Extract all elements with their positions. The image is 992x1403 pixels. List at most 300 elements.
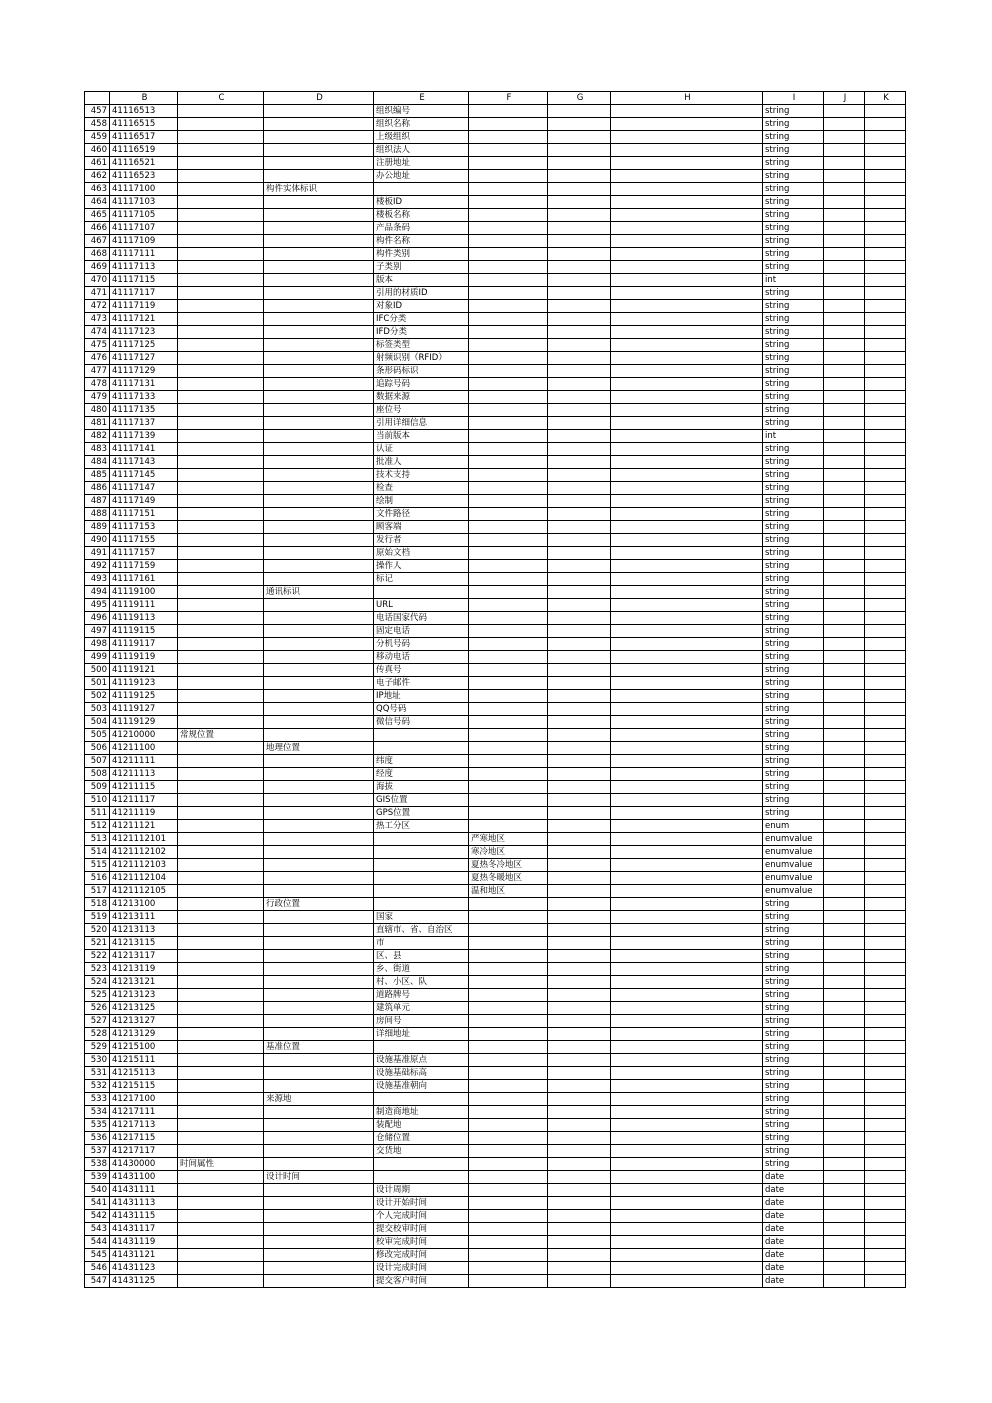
cell[interactable] — [865, 144, 906, 157]
cell[interactable] — [548, 911, 611, 924]
cell[interactable] — [374, 742, 469, 755]
cell[interactable] — [865, 911, 906, 924]
cell[interactable]: string — [763, 664, 824, 677]
cell[interactable]: string — [763, 1041, 824, 1054]
cell[interactable]: 认证 — [374, 443, 469, 456]
cell[interactable] — [469, 781, 548, 794]
cell[interactable] — [548, 482, 611, 495]
row-number[interactable]: 471 — [85, 287, 110, 300]
cell[interactable]: 组织名称 — [374, 118, 469, 131]
cell[interactable] — [611, 885, 763, 898]
cell[interactable] — [264, 521, 374, 534]
cell[interactable] — [548, 794, 611, 807]
cell[interactable] — [469, 911, 548, 924]
row-number[interactable]: 500 — [85, 664, 110, 677]
cell[interactable] — [264, 937, 374, 950]
cell[interactable] — [469, 820, 548, 833]
cell[interactable]: string — [763, 677, 824, 690]
cell[interactable] — [178, 339, 264, 352]
cell[interactable] — [548, 937, 611, 950]
cell[interactable] — [611, 300, 763, 313]
cell[interactable] — [548, 1106, 611, 1119]
cell[interactable]: string — [763, 209, 824, 222]
cell[interactable] — [469, 495, 548, 508]
cell[interactable] — [865, 547, 906, 560]
cell[interactable]: 41119125 — [110, 690, 178, 703]
cell[interactable] — [264, 404, 374, 417]
cell[interactable] — [264, 1210, 374, 1223]
cell[interactable]: 注册地址 — [374, 157, 469, 170]
cell[interactable] — [865, 833, 906, 846]
cell[interactable] — [178, 1054, 264, 1067]
cell[interactable] — [611, 469, 763, 482]
cell[interactable] — [469, 1015, 548, 1028]
cell[interactable] — [548, 456, 611, 469]
cell[interactable]: 41211117 — [110, 794, 178, 807]
cell[interactable] — [178, 196, 264, 209]
cell[interactable] — [824, 1106, 865, 1119]
cell[interactable]: 41117113 — [110, 261, 178, 274]
cell[interactable] — [178, 1262, 264, 1275]
row-number[interactable]: 531 — [85, 1067, 110, 1080]
cell[interactable] — [611, 378, 763, 391]
cell[interactable] — [611, 235, 763, 248]
cell[interactable] — [865, 586, 906, 599]
cell[interactable]: 组织法人 — [374, 144, 469, 157]
cell[interactable] — [865, 937, 906, 950]
cell[interactable] — [611, 1119, 763, 1132]
cell[interactable] — [469, 976, 548, 989]
cell[interactable] — [865, 1197, 906, 1210]
cell[interactable]: string — [763, 378, 824, 391]
row-number[interactable]: 494 — [85, 586, 110, 599]
cell[interactable]: 4121112104 — [110, 872, 178, 885]
cell[interactable] — [178, 508, 264, 521]
cell[interactable] — [611, 716, 763, 729]
cell[interactable] — [824, 872, 865, 885]
cell[interactable] — [824, 404, 865, 417]
cell[interactable] — [264, 664, 374, 677]
cell[interactable] — [548, 859, 611, 872]
cell[interactable] — [178, 742, 264, 755]
cell[interactable]: 4121112102 — [110, 846, 178, 859]
cell[interactable] — [824, 105, 865, 118]
cell[interactable]: 子类别 — [374, 261, 469, 274]
cell[interactable] — [865, 1119, 906, 1132]
cell[interactable]: 41117119 — [110, 300, 178, 313]
cell[interactable] — [548, 1197, 611, 1210]
cell[interactable] — [824, 846, 865, 859]
column-header[interactable]: F — [469, 92, 548, 105]
row-number[interactable]: 547 — [85, 1275, 110, 1288]
cell[interactable] — [469, 560, 548, 573]
cell[interactable] — [611, 1145, 763, 1158]
cell[interactable]: enum — [763, 820, 824, 833]
cell[interactable] — [178, 1080, 264, 1093]
cell[interactable]: 设施基础标高 — [374, 1067, 469, 1080]
cell[interactable]: 原始文档 — [374, 547, 469, 560]
cell[interactable] — [264, 950, 374, 963]
cell[interactable]: date — [763, 1249, 824, 1262]
cell[interactable] — [548, 1002, 611, 1015]
cell[interactable] — [865, 469, 906, 482]
cell[interactable]: string — [763, 495, 824, 508]
cell[interactable] — [865, 1106, 906, 1119]
cell[interactable]: 建筑单元 — [374, 1002, 469, 1015]
cell[interactable] — [469, 573, 548, 586]
cell[interactable]: string — [763, 794, 824, 807]
cell[interactable] — [178, 1067, 264, 1080]
cell[interactable] — [824, 508, 865, 521]
row-number[interactable]: 515 — [85, 859, 110, 872]
row-number[interactable]: 458 — [85, 118, 110, 131]
cell[interactable]: 41117115 — [110, 274, 178, 287]
cell[interactable]: string — [763, 807, 824, 820]
cell[interactable] — [611, 807, 763, 820]
cell[interactable] — [824, 261, 865, 274]
cell[interactable]: 当前版本 — [374, 430, 469, 443]
cell[interactable] — [548, 1223, 611, 1236]
cell[interactable] — [264, 196, 374, 209]
cell[interactable] — [264, 1236, 374, 1249]
cell[interactable]: 41213113 — [110, 924, 178, 937]
row-number[interactable]: 502 — [85, 690, 110, 703]
cell[interactable] — [264, 482, 374, 495]
cell[interactable] — [611, 105, 763, 118]
cell[interactable] — [611, 1028, 763, 1041]
cell[interactable]: 寒冷地区 — [469, 846, 548, 859]
cell[interactable] — [178, 1041, 264, 1054]
row-number[interactable]: 503 — [85, 703, 110, 716]
cell[interactable] — [611, 664, 763, 677]
cell[interactable] — [264, 365, 374, 378]
cell[interactable] — [548, 287, 611, 300]
cell[interactable] — [178, 404, 264, 417]
cell[interactable]: 41213117 — [110, 950, 178, 963]
cell[interactable]: 引用的材质ID — [374, 287, 469, 300]
row-number[interactable]: 499 — [85, 651, 110, 664]
row-number[interactable]: 497 — [85, 625, 110, 638]
cell[interactable] — [178, 651, 264, 664]
cell[interactable] — [865, 1015, 906, 1028]
cell[interactable] — [548, 248, 611, 261]
cell[interactable]: string — [763, 950, 824, 963]
cell[interactable] — [611, 508, 763, 521]
cell[interactable]: 41117117 — [110, 287, 178, 300]
cell[interactable] — [824, 1119, 865, 1132]
cell[interactable] — [374, 183, 469, 196]
cell[interactable] — [824, 898, 865, 911]
cell[interactable] — [264, 300, 374, 313]
cell[interactable]: 制造商地址 — [374, 1106, 469, 1119]
cell[interactable] — [178, 716, 264, 729]
row-number[interactable]: 518 — [85, 898, 110, 911]
cell[interactable] — [865, 521, 906, 534]
cell[interactable] — [374, 885, 469, 898]
cell[interactable] — [824, 196, 865, 209]
cell[interactable]: 41211100 — [110, 742, 178, 755]
cell[interactable] — [548, 612, 611, 625]
row-number[interactable]: 467 — [85, 235, 110, 248]
cell[interactable] — [178, 430, 264, 443]
cell[interactable] — [824, 222, 865, 235]
cell[interactable] — [178, 1119, 264, 1132]
cell[interactable] — [865, 287, 906, 300]
cell[interactable] — [611, 651, 763, 664]
cell[interactable]: 41211121 — [110, 820, 178, 833]
cell[interactable]: 41431115 — [110, 1210, 178, 1223]
row-number[interactable]: 462 — [85, 170, 110, 183]
row-number[interactable]: 474 — [85, 326, 110, 339]
cell[interactable]: 楼板ID — [374, 196, 469, 209]
cell[interactable] — [865, 131, 906, 144]
cell[interactable] — [548, 1067, 611, 1080]
cell[interactable] — [469, 313, 548, 326]
cell[interactable] — [548, 781, 611, 794]
cell[interactable]: 41213121 — [110, 976, 178, 989]
cell[interactable] — [824, 1002, 865, 1015]
cell[interactable] — [469, 456, 548, 469]
cell[interactable] — [469, 287, 548, 300]
cell[interactable] — [264, 1158, 374, 1171]
row-number[interactable]: 495 — [85, 599, 110, 612]
cell[interactable] — [178, 378, 264, 391]
cell[interactable]: string — [763, 1158, 824, 1171]
row-number[interactable]: 498 — [85, 638, 110, 651]
cell[interactable] — [611, 1184, 763, 1197]
cell[interactable] — [178, 1132, 264, 1145]
cell[interactable]: 41119119 — [110, 651, 178, 664]
cell[interactable]: string — [763, 976, 824, 989]
cell[interactable] — [469, 105, 548, 118]
cell[interactable]: string — [763, 703, 824, 716]
row-number[interactable]: 487 — [85, 495, 110, 508]
cell[interactable]: string — [763, 404, 824, 417]
cell[interactable] — [865, 859, 906, 872]
cell[interactable] — [469, 768, 548, 781]
cell[interactable] — [469, 1106, 548, 1119]
cell[interactable] — [469, 209, 548, 222]
cell[interactable] — [865, 209, 906, 222]
cell[interactable] — [824, 1054, 865, 1067]
cell[interactable] — [469, 443, 548, 456]
cell[interactable] — [469, 1184, 548, 1197]
cell[interactable] — [865, 196, 906, 209]
cell[interactable] — [178, 105, 264, 118]
cell[interactable] — [469, 222, 548, 235]
cell[interactable] — [178, 417, 264, 430]
cell[interactable] — [824, 638, 865, 651]
cell[interactable] — [548, 430, 611, 443]
cell[interactable] — [611, 768, 763, 781]
cell[interactable] — [264, 443, 374, 456]
cell[interactable]: 41213127 — [110, 1015, 178, 1028]
cell[interactable] — [824, 1171, 865, 1184]
cell[interactable] — [548, 404, 611, 417]
cell[interactable] — [865, 716, 906, 729]
row-number[interactable]: 538 — [85, 1158, 110, 1171]
cell[interactable] — [264, 781, 374, 794]
cell[interactable] — [824, 768, 865, 781]
cell[interactable]: string — [763, 443, 824, 456]
cell[interactable]: string — [763, 326, 824, 339]
cell[interactable] — [865, 300, 906, 313]
cell[interactable] — [824, 1015, 865, 1028]
cell[interactable]: 41119111 — [110, 599, 178, 612]
cell[interactable] — [469, 482, 548, 495]
row-number[interactable]: 526 — [85, 1002, 110, 1015]
cell[interactable] — [469, 937, 548, 950]
cell[interactable]: 41213123 — [110, 989, 178, 1002]
cell[interactable] — [548, 365, 611, 378]
cell[interactable] — [178, 456, 264, 469]
cell[interactable]: 41213125 — [110, 1002, 178, 1015]
cell[interactable]: 41431119 — [110, 1236, 178, 1249]
cell[interactable] — [264, 599, 374, 612]
cell[interactable] — [824, 690, 865, 703]
cell[interactable] — [865, 1145, 906, 1158]
cell[interactable]: 4121112105 — [110, 885, 178, 898]
row-number[interactable]: 527 — [85, 1015, 110, 1028]
cell[interactable]: 41431123 — [110, 1262, 178, 1275]
cell[interactable] — [548, 495, 611, 508]
cell[interactable] — [824, 339, 865, 352]
row-number[interactable]: 525 — [85, 989, 110, 1002]
cell[interactable] — [865, 950, 906, 963]
cell[interactable]: 41117133 — [110, 391, 178, 404]
cell[interactable]: string — [763, 118, 824, 131]
cell[interactable] — [548, 703, 611, 716]
cell[interactable] — [178, 313, 264, 326]
cell[interactable] — [865, 222, 906, 235]
cell[interactable] — [824, 313, 865, 326]
cell[interactable]: 41117139 — [110, 430, 178, 443]
cell[interactable] — [264, 1119, 374, 1132]
cell[interactable] — [865, 989, 906, 1002]
cell[interactable] — [178, 118, 264, 131]
cell[interactable]: 射频识别（RFID） — [374, 352, 469, 365]
cell[interactable] — [548, 716, 611, 729]
cell[interactable] — [824, 911, 865, 924]
row-number[interactable]: 460 — [85, 144, 110, 157]
cell[interactable] — [178, 365, 264, 378]
cell[interactable]: string — [763, 963, 824, 976]
cell[interactable] — [611, 612, 763, 625]
cell[interactable] — [548, 599, 611, 612]
cell[interactable] — [548, 573, 611, 586]
cell[interactable] — [178, 157, 264, 170]
cell[interactable]: 41117121 — [110, 313, 178, 326]
cell[interactable]: 提交客户时间 — [374, 1275, 469, 1288]
cell[interactable]: 41213115 — [110, 937, 178, 950]
cell[interactable]: string — [763, 755, 824, 768]
row-number[interactable]: 459 — [85, 131, 110, 144]
cell[interactable]: string — [763, 898, 824, 911]
cell[interactable]: 设施基准原点 — [374, 1054, 469, 1067]
cell[interactable] — [178, 885, 264, 898]
cell[interactable]: string — [763, 690, 824, 703]
cell[interactable] — [264, 131, 374, 144]
cell[interactable] — [824, 989, 865, 1002]
cell[interactable] — [824, 742, 865, 755]
cell[interactable]: 基准位置 — [264, 1041, 374, 1054]
cell[interactable] — [264, 989, 374, 1002]
cell[interactable] — [264, 911, 374, 924]
cell[interactable] — [611, 170, 763, 183]
cell[interactable] — [824, 1132, 865, 1145]
cell[interactable] — [469, 1067, 548, 1080]
cell[interactable] — [548, 1158, 611, 1171]
cell[interactable]: 41116523 — [110, 170, 178, 183]
cell[interactable] — [178, 859, 264, 872]
cell[interactable]: string — [763, 729, 824, 742]
cell[interactable] — [865, 1028, 906, 1041]
cell[interactable] — [548, 105, 611, 118]
cell[interactable] — [178, 768, 264, 781]
cell[interactable] — [264, 651, 374, 664]
cell[interactable] — [824, 209, 865, 222]
cell[interactable] — [548, 729, 611, 742]
cell[interactable]: string — [763, 339, 824, 352]
cell[interactable] — [824, 612, 865, 625]
cell[interactable] — [178, 209, 264, 222]
cell[interactable] — [865, 638, 906, 651]
cell[interactable] — [548, 300, 611, 313]
cell[interactable] — [611, 352, 763, 365]
cell[interactable] — [548, 846, 611, 859]
cell[interactable]: IP地址 — [374, 690, 469, 703]
cell[interactable] — [374, 1093, 469, 1106]
cell[interactable] — [469, 1028, 548, 1041]
cell[interactable] — [469, 924, 548, 937]
cell[interactable]: string — [763, 1015, 824, 1028]
row-number[interactable]: 507 — [85, 755, 110, 768]
cell[interactable]: 文件路径 — [374, 508, 469, 521]
cell[interactable]: 41117153 — [110, 521, 178, 534]
cell[interactable]: GIS位置 — [374, 794, 469, 807]
cell[interactable] — [824, 547, 865, 560]
cell[interactable] — [469, 1223, 548, 1236]
cell[interactable]: 严寒地区 — [469, 833, 548, 846]
cell[interactable] — [264, 1080, 374, 1093]
cell[interactable] — [548, 755, 611, 768]
cell[interactable] — [865, 105, 906, 118]
cell[interactable] — [824, 651, 865, 664]
cell[interactable] — [178, 989, 264, 1002]
cell[interactable]: string — [763, 482, 824, 495]
cell[interactable] — [264, 872, 374, 885]
cell[interactable] — [264, 326, 374, 339]
cell[interactable] — [611, 1054, 763, 1067]
cell[interactable] — [469, 170, 548, 183]
cell[interactable]: 41117131 — [110, 378, 178, 391]
cell[interactable]: 常规位置 — [178, 729, 264, 742]
cell[interactable] — [548, 1080, 611, 1093]
cell[interactable] — [824, 924, 865, 937]
cell[interactable] — [374, 846, 469, 859]
cell[interactable] — [824, 716, 865, 729]
row-number[interactable]: 479 — [85, 391, 110, 404]
cell[interactable] — [611, 586, 763, 599]
cell[interactable] — [865, 378, 906, 391]
cell[interactable] — [611, 1210, 763, 1223]
cell[interactable] — [178, 300, 264, 313]
row-number[interactable]: 530 — [85, 1054, 110, 1067]
row-number[interactable]: 523 — [85, 963, 110, 976]
cell[interactable] — [178, 495, 264, 508]
row-number[interactable]: 496 — [85, 612, 110, 625]
cell[interactable] — [824, 235, 865, 248]
